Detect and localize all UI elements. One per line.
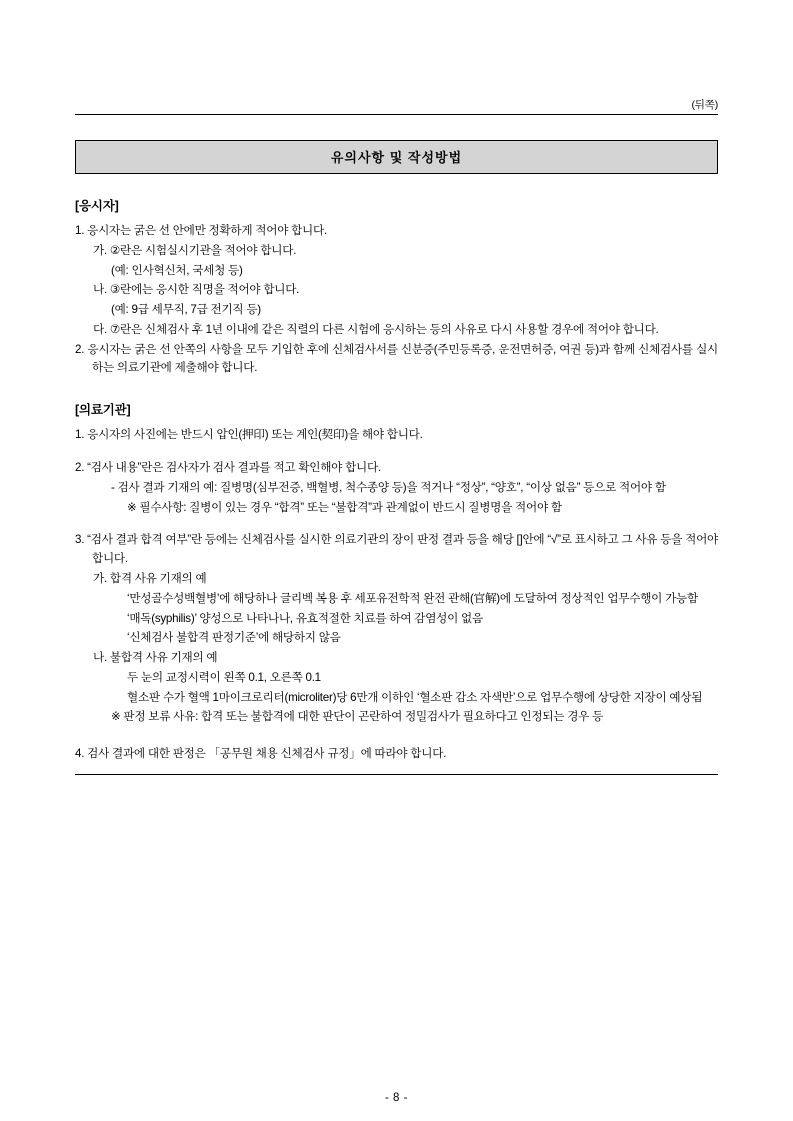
medical-item-1: 1. 응시자의 사진에는 반드시 압인(押印) 또는 계인(契印)을 해야 합니다. [75, 428, 423, 442]
applicant-line-3: (예: 인사혁신처, 국세청 등) [111, 263, 243, 277]
medical-item-3-na-2: 혈소판 수가 혈액 1마이크로리터(microliter)당 6만개 이하인 ‘혈소판 감소 자색반’으로 업무수행에 상당한 지장이 예상됨 [127, 690, 703, 704]
medical-item-3-ga-1: ‘만성골수성백혈병’에 해당하나 글리벡 복용 후 세포유전학적 완전 관해(官解)에 도달하여 정상적인 업무수행이 가능함 [127, 591, 698, 605]
applicant-line-2: 가. ②란은 시험실시기관을 적어야 합니다. [93, 243, 297, 257]
section-heading-applicant: [응시자] [75, 199, 119, 213]
medical-item-3-na-head: 나. 불합격 사유 기재의 예 [93, 651, 218, 665]
section-heading-medical: [의료기관] [75, 403, 131, 418]
applicant-line-7: 2. 응시자는 굵은 선 안쪽의 사항을 모두 기입한 후에 신체검사서를 신분증(주민등록증, 운전면허증, 여권 등)과 함께 신체검사를 실시하는 의료기관에 제출해야 합니다. [75, 342, 718, 375]
bottom-divider [75, 774, 718, 775]
medical-item-3-note: ※ 판정 보류 사유: 합격 또는 불합격에 대한 판단이 곤란하여 정밀검사가 필요하다고 인정되는 경우 등 [111, 710, 604, 724]
page-number: - 8 - [385, 1092, 408, 1104]
corner-note: (뒤쪽) [691, 99, 718, 111]
medical-item-4: 4. 검사 결과에 대한 판정은 「공무원 채용 신체검사 규정」에 따라야 합니다. [75, 747, 447, 761]
medical-item-3-head: 3. “검사 결과 합격 여부”란 등에는 신체검사를 실시한 의료기관의 장이 판정 결과 등을 해당 []안에 “√”로 표시하고 그 사유 등을 적어야 합니다. [75, 533, 718, 566]
medical-item-2-sub-1: - 검사 결과 기재의 예: 질병명(심부전증, 백혈병, 척수종양 등)을 적거나 “정상”, “양호”, “이상 없음” 등으로 적어야 함 [111, 480, 666, 494]
page-title: 유의사항 및 작성방법 [75, 140, 718, 174]
applicant-line-1: 1. 응시자는 굵은 선 안에만 정확하게 적어야 합니다. [75, 224, 327, 237]
medical-item-2-note: ※ 필수사항: 질병이 있는 경우 “합격” 또는 “불합격”과 관계없이 반드시 질병명을 적어야 함 [127, 500, 562, 514]
medical-item-2-head: 2. “검사 내용”란은 검사자가 검사 결과를 적고 확인해야 합니다. [75, 461, 381, 475]
medical-item-3-ga-head: 가. 합격 사유 기재의 예 [93, 571, 207, 585]
applicant-line-6: 다. ⑦란은 신체검사 후 1년 이내에 같은 직렬의 다른 시험에 응시하는 등의 사유로 다시 사용할 경우에 적어야 합니다. [93, 322, 659, 336]
medical-item-3-ga-3: ‘신체검사 불합격 판정기준’에 해당하지 않음 [127, 631, 341, 645]
applicant-line-4: 나. ③란에는 응시한 직명을 적어야 합니다. [93, 283, 300, 297]
document-content [75, 140, 718, 775]
medical-item-3-ga-2: ‘매독(syphilis)’ 양성으로 나타나나, 유효적절한 치료를 하여 감염성이 없음 [127, 611, 483, 625]
medical-item-3-na-1: 두 눈의 교정시력이 왼쪽 0.1, 오른쪽 0.1 [127, 670, 321, 684]
applicant-line-5: (예: 9급 세무직, 7급 전기직 등) [111, 303, 261, 317]
top-divider [75, 114, 718, 115]
